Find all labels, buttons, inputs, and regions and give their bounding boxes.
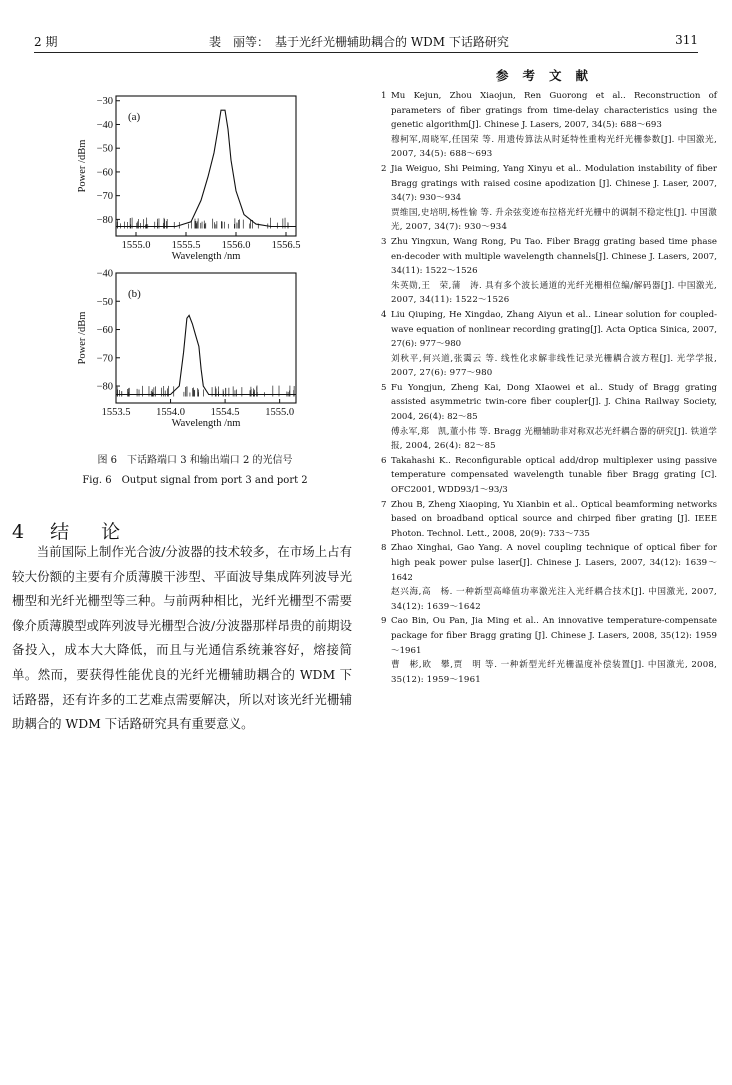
- y-tick-label: −50: [96, 296, 113, 308]
- reference-item: [381, 381, 717, 454]
- reference-text-en: Zhao Xinghai, Gao Yang. A novel coupling technique of optical fiber for high peak power pulse laser[J]. Chinese J. Lasers, 2007, 34(12): 1639～1642: [391, 543, 717, 583]
- x-tick-label: 1556.5: [271, 240, 301, 251]
- reference-item: [381, 308, 717, 381]
- reference-text-zh: 刘秋平,何兴道,张霭云 等. 线性化求解非线性记录光栅耦合波方程[J]. 光学学报, 2007, 27(6): 977～980: [391, 353, 717, 379]
- reference-number: 1: [381, 91, 387, 101]
- plot-frame: [116, 96, 296, 236]
- reference-item: [381, 89, 717, 162]
- reference-text-zh: 朱英勋,王 荣,蒲 涛. 具有多个波长通道的光纤光栅相位编/解码器[J]. 中国激光, 2007, 34(11): 1522～1526: [391, 280, 717, 306]
- header-rule: [34, 52, 698, 53]
- figure-caption-en: Fig. 6 Output signal from port 3 and port 2: [82, 475, 308, 486]
- section-number: 4: [12, 521, 25, 543]
- references-column: [381, 66, 717, 687]
- issue-number: 2 期: [34, 35, 58, 49]
- page-number: 311: [675, 33, 698, 47]
- signal-curve: [116, 315, 296, 394]
- y-tick-label: −60: [96, 325, 113, 337]
- x-axis-label: Wavelength /nm: [171, 418, 241, 429]
- reference-text-zh: 贾维国,史培明,杨性愉 等. 升余弦变迹布拉格光纤光栅中的调制不稳定性[J]. 中国激光, 2007, 34(7): 930～934: [391, 207, 717, 233]
- x-tick-label: 1555.0: [265, 407, 295, 418]
- x-tick-label: 1554.0: [156, 407, 185, 418]
- y-tick-label: −40: [96, 119, 113, 131]
- y-tick-label: −50: [96, 143, 113, 155]
- page-header: [34, 33, 698, 51]
- reference-item: [381, 235, 717, 308]
- x-tick-label: 1556.0: [221, 240, 251, 251]
- plot-frame: [116, 273, 296, 403]
- figure-6: [34, 80, 358, 444]
- panel-label: (a): [128, 111, 141, 123]
- y-tick-label: −70: [96, 191, 113, 203]
- figure-6-plots: [34, 80, 358, 440]
- reference-number: 7: [381, 499, 387, 510]
- reference-text-en: Cao Bin, Ou Pan, Jia Ming et al.. An innovative temperature-compensate package for fiber Bragg grating [J]. Chinese J. Lasers, 2008, 35(12): 1959～1961: [391, 616, 717, 656]
- references-heading: 参考文献: [495, 68, 602, 83]
- reference-list: [381, 89, 717, 687]
- reference-text-en: Fu Yongjun, Zheng Kai, Dong XIaowei et al.. Study of Bragg grating assisted asymmetric twin-core fiber coupler[J]. J. China Railway Society, 2004, 26(4): 82～85: [391, 382, 717, 423]
- conclusion-text: [12, 540, 352, 737]
- reference-text-en: Takahashi K.. Reconfigurable optical add/drop multiplexer using passive temperature compensated wavelength tunable fiber Bragg grating [C]. OFC2001, WDD93/1～93/3: [391, 455, 717, 496]
- x-axis-label: Wavelength /nm: [171, 251, 241, 262]
- reference-number: 8: [381, 543, 387, 554]
- y-axis-label: Power /dBm: [77, 311, 88, 365]
- y-tick-label: −30: [96, 96, 113, 108]
- reference-text-zh: 曹 彬,欧 攀,贾 明 等. 一种新型光纤光栅温度补偿装置[J]. 中国激光, 2008, 35(12): 1959～1961: [391, 660, 717, 685]
- reference-number: 9: [381, 616, 387, 627]
- section-title-part-1: 结: [50, 521, 70, 543]
- reference-text-en: Zhu Yingxun, Wang Rong, Pu Tao. Fiber Bragg grating based time phase en-decoder with multiple wavelength channels[J]. Chinese J. Lasers, 2007, 34(11): 1522～1526: [391, 236, 717, 277]
- y-tick-label: −80: [96, 214, 113, 226]
- reference-text-en: Zhou B, Zheng Xiaoping, Yu Xianbin et al.. Optical beamforming networks based on broadband optical source and chirped fiber grating [J]. IEEE Photon. Technol. Lett., 2008, 20(9): 733～735: [391, 499, 717, 539]
- y-tick-label: −60: [96, 167, 113, 179]
- y-axis-label: Power /dBm: [77, 139, 88, 193]
- reference-number: 3: [381, 236, 387, 247]
- reference-item: [381, 162, 717, 235]
- reference-number: 6: [381, 455, 387, 466]
- reference-item: [381, 614, 717, 687]
- signal-curve: [116, 110, 296, 226]
- x-tick-label: 1554.5: [210, 407, 240, 418]
- y-tick-label: −70: [96, 353, 113, 365]
- reference-item: [381, 541, 717, 614]
- figure-caption-cn: 图 6 下话路端口 3 和输出端口 2 的光信号: [97, 455, 293, 466]
- x-tick-label: 1555.0: [121, 240, 151, 251]
- reference-text-zh: 穆柯军,周晓军,任国荣 等. 用遗传算法从时延特性重构光纤光栅参数[J]. 中国激光, 2007, 34(5): 688～693: [391, 134, 717, 160]
- reference-text-en: Mu Kejun, Zhou Xiaojun, Ren Guorong et al.. Reconstruction of parameters of fiber gratings from time-delay characteristics using the genetic algorithm[J]. Chinese J. Lasers, 2007, 34(5): 688～693: [391, 91, 717, 131]
- reference-text-en: Liu Qiuping, He Xingdao, Zhang Aiyun et al.. Linear solution for coupled-wave equation of nonlinear recording grating[J]. Acta Optica Sinica, 2007, 27(6): 977～980: [391, 309, 717, 350]
- reference-text-zh: 傅永军,郑 凯,董小伟 等. Bragg 光栅辅助非对称双芯光纤耦合器的研究[J]. 铁道学报, 2004, 26(4): 82～85: [391, 426, 717, 452]
- y-tick-label: −80: [96, 381, 113, 393]
- reference-text-zh: 赵兴海,高 杨. 一种新型高峰值功率激光注入光纤耦合技术[J]. 中国激光, 2007, 34(12): 1639～1642: [391, 587, 717, 612]
- x-tick-label: 1553.5: [101, 407, 131, 418]
- reference-text-en: Jia Weiguo, Shi Peiming, Yang Xinyu et al.. Modulation instability of fiber Bragg gratings with raised cosine apodization [J]. Chinese J. Laser, 2007, 34(7): 930～934: [391, 163, 717, 204]
- y-tick-label: −40: [96, 268, 113, 280]
- reference-number: 2: [381, 163, 387, 174]
- reference-item: [381, 454, 717, 498]
- reference-number: 4: [381, 309, 387, 320]
- panel-label: (b): [128, 288, 141, 300]
- conclusion-paragraph: 当前国际上制作光合波/分波器的技术较多，在市场上占有较大份额的主要有介质薄膜干涉型、平面波导集成阵列波导光栅型和光纤光栅型等三种。与前两种相比，光纤光栅型不需要像介质薄膜型或阵列波导光栅型合波/分波器那样昂贵的前期设备投入，成本大大降低，而且与光通信系统兼容好，熔接简单。然而，要获得性能优良的光纤光栅辅助耦合的 WDM 下话路器，还有许多的工艺难点需要解决，所以对该光纤光栅辅助耦合的 WDM 下话路研究具有重要意义。: [12, 544, 352, 732]
- running-title: 裴 丽等： 基于光纤光栅辅助耦合的 WDM 下话路研究: [209, 35, 509, 49]
- x-tick-label: 1555.5: [171, 240, 201, 251]
- reference-item: [381, 498, 717, 542]
- section-title-part-2: 论: [101, 521, 121, 543]
- reference-number: 5: [381, 382, 387, 393]
